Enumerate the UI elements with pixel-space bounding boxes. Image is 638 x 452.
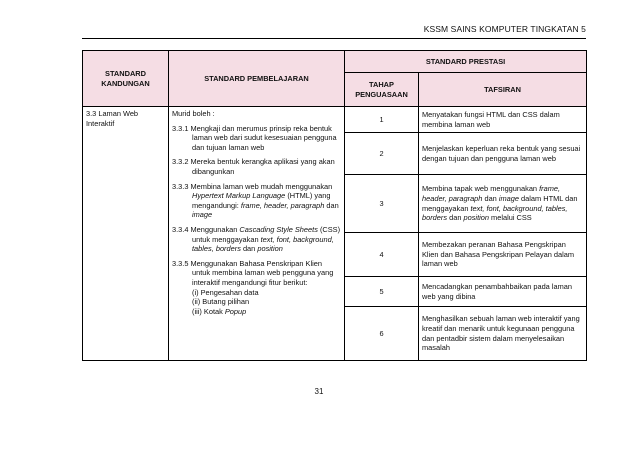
sub-item: (i) Pengesahan data [192, 287, 259, 297]
col-tahap-penguasaan: TAHAP PENGUASAAN [345, 73, 419, 107]
sub-item: (ii) Butang pilihan [192, 297, 250, 307]
intro-text: Murid boleh : [172, 109, 215, 118]
level-cell: 1 [345, 107, 419, 133]
level-cell: 6 [345, 307, 419, 361]
list-item: 3.3.3 Membina laman web mudah menggunakan Hypertext Markup Language (HTML) yang mengandungi: frame, header, paragraph dan image [172, 181, 339, 220]
list-item: 3.3.1 Mengkaji dan merumus prinsip reka bentuk laman web dari sudut kesesuaian pengguna dan tujuan laman web [172, 123, 337, 152]
standards-table [82, 50, 587, 361]
col-tafsiran: TAFSIRAN [419, 73, 587, 107]
list-item: 3.3.5 Menggunakan Bahasa Penskripan Klien untuk membina laman web pengguna yang interaktif mengandungi fitur berikut: [172, 258, 334, 287]
standard-kandungan-cell [83, 107, 169, 361]
header-rule [82, 38, 586, 39]
kandungan-text: 3.3 Laman Web Interaktif [86, 109, 139, 128]
level-cell: 2 [345, 133, 419, 175]
col-standard-kandungan: STANDARD KANDUNGAN [83, 51, 169, 107]
level-cell: 4 [345, 233, 419, 277]
level-cell: 5 [345, 277, 419, 307]
standard-pembelajaran-cell [169, 107, 345, 361]
tafsiran-cell: Menghasilkan sebuah laman web interaktif yang kreatif dan menarik untuk kegunaan pengguna dan pentadbir sistem dalam menyelesaikan masalah [419, 307, 587, 361]
list-item: 3.3.2 Mereka bentuk kerangka aplikasi yang akan dibangunkan [172, 157, 335, 176]
list-item: 3.3.4 Menggunakan Cascading Style Sheets (CSS) untuk menggayakan text, font, background, tables, borders dan position [172, 224, 341, 254]
col-standard-prestasi: STANDARD PRESTASI [345, 51, 587, 73]
level-cell: 3 [345, 175, 419, 233]
page-number: 31 [314, 387, 324, 396]
tafsiran-cell: Membezakan peranan Bahasa Pengskripan Klien dan Bahasa Pengskripan Pelayan dalam laman web [419, 233, 587, 277]
tafsiran-cell: Menjelaskan keperluan reka bentuk yang sesuai dengan tujuan dan pengguna laman web [419, 133, 587, 175]
col-standard-pembelajaran: STANDARD PEMBELAJARAN [169, 51, 345, 107]
document-header: KSSM SAINS KOMPUTER TINGKATAN 5 [423, 24, 586, 34]
sub-item: (iii) Kotak Popup [192, 306, 247, 316]
tafsiran-cell: Menyatakan fungsi HTML dan CSS dalam membina laman web [419, 107, 587, 133]
tafsiran-cell: Membina tapak web menggunakan frame, header, paragraph dan image dalam HTML dan menggayakan text, font, background, tables, borders dan position melalui CSS [419, 175, 587, 233]
tafsiran-cell: Mencadangkan penambahbaikan pada laman web yang dibina [419, 277, 587, 307]
